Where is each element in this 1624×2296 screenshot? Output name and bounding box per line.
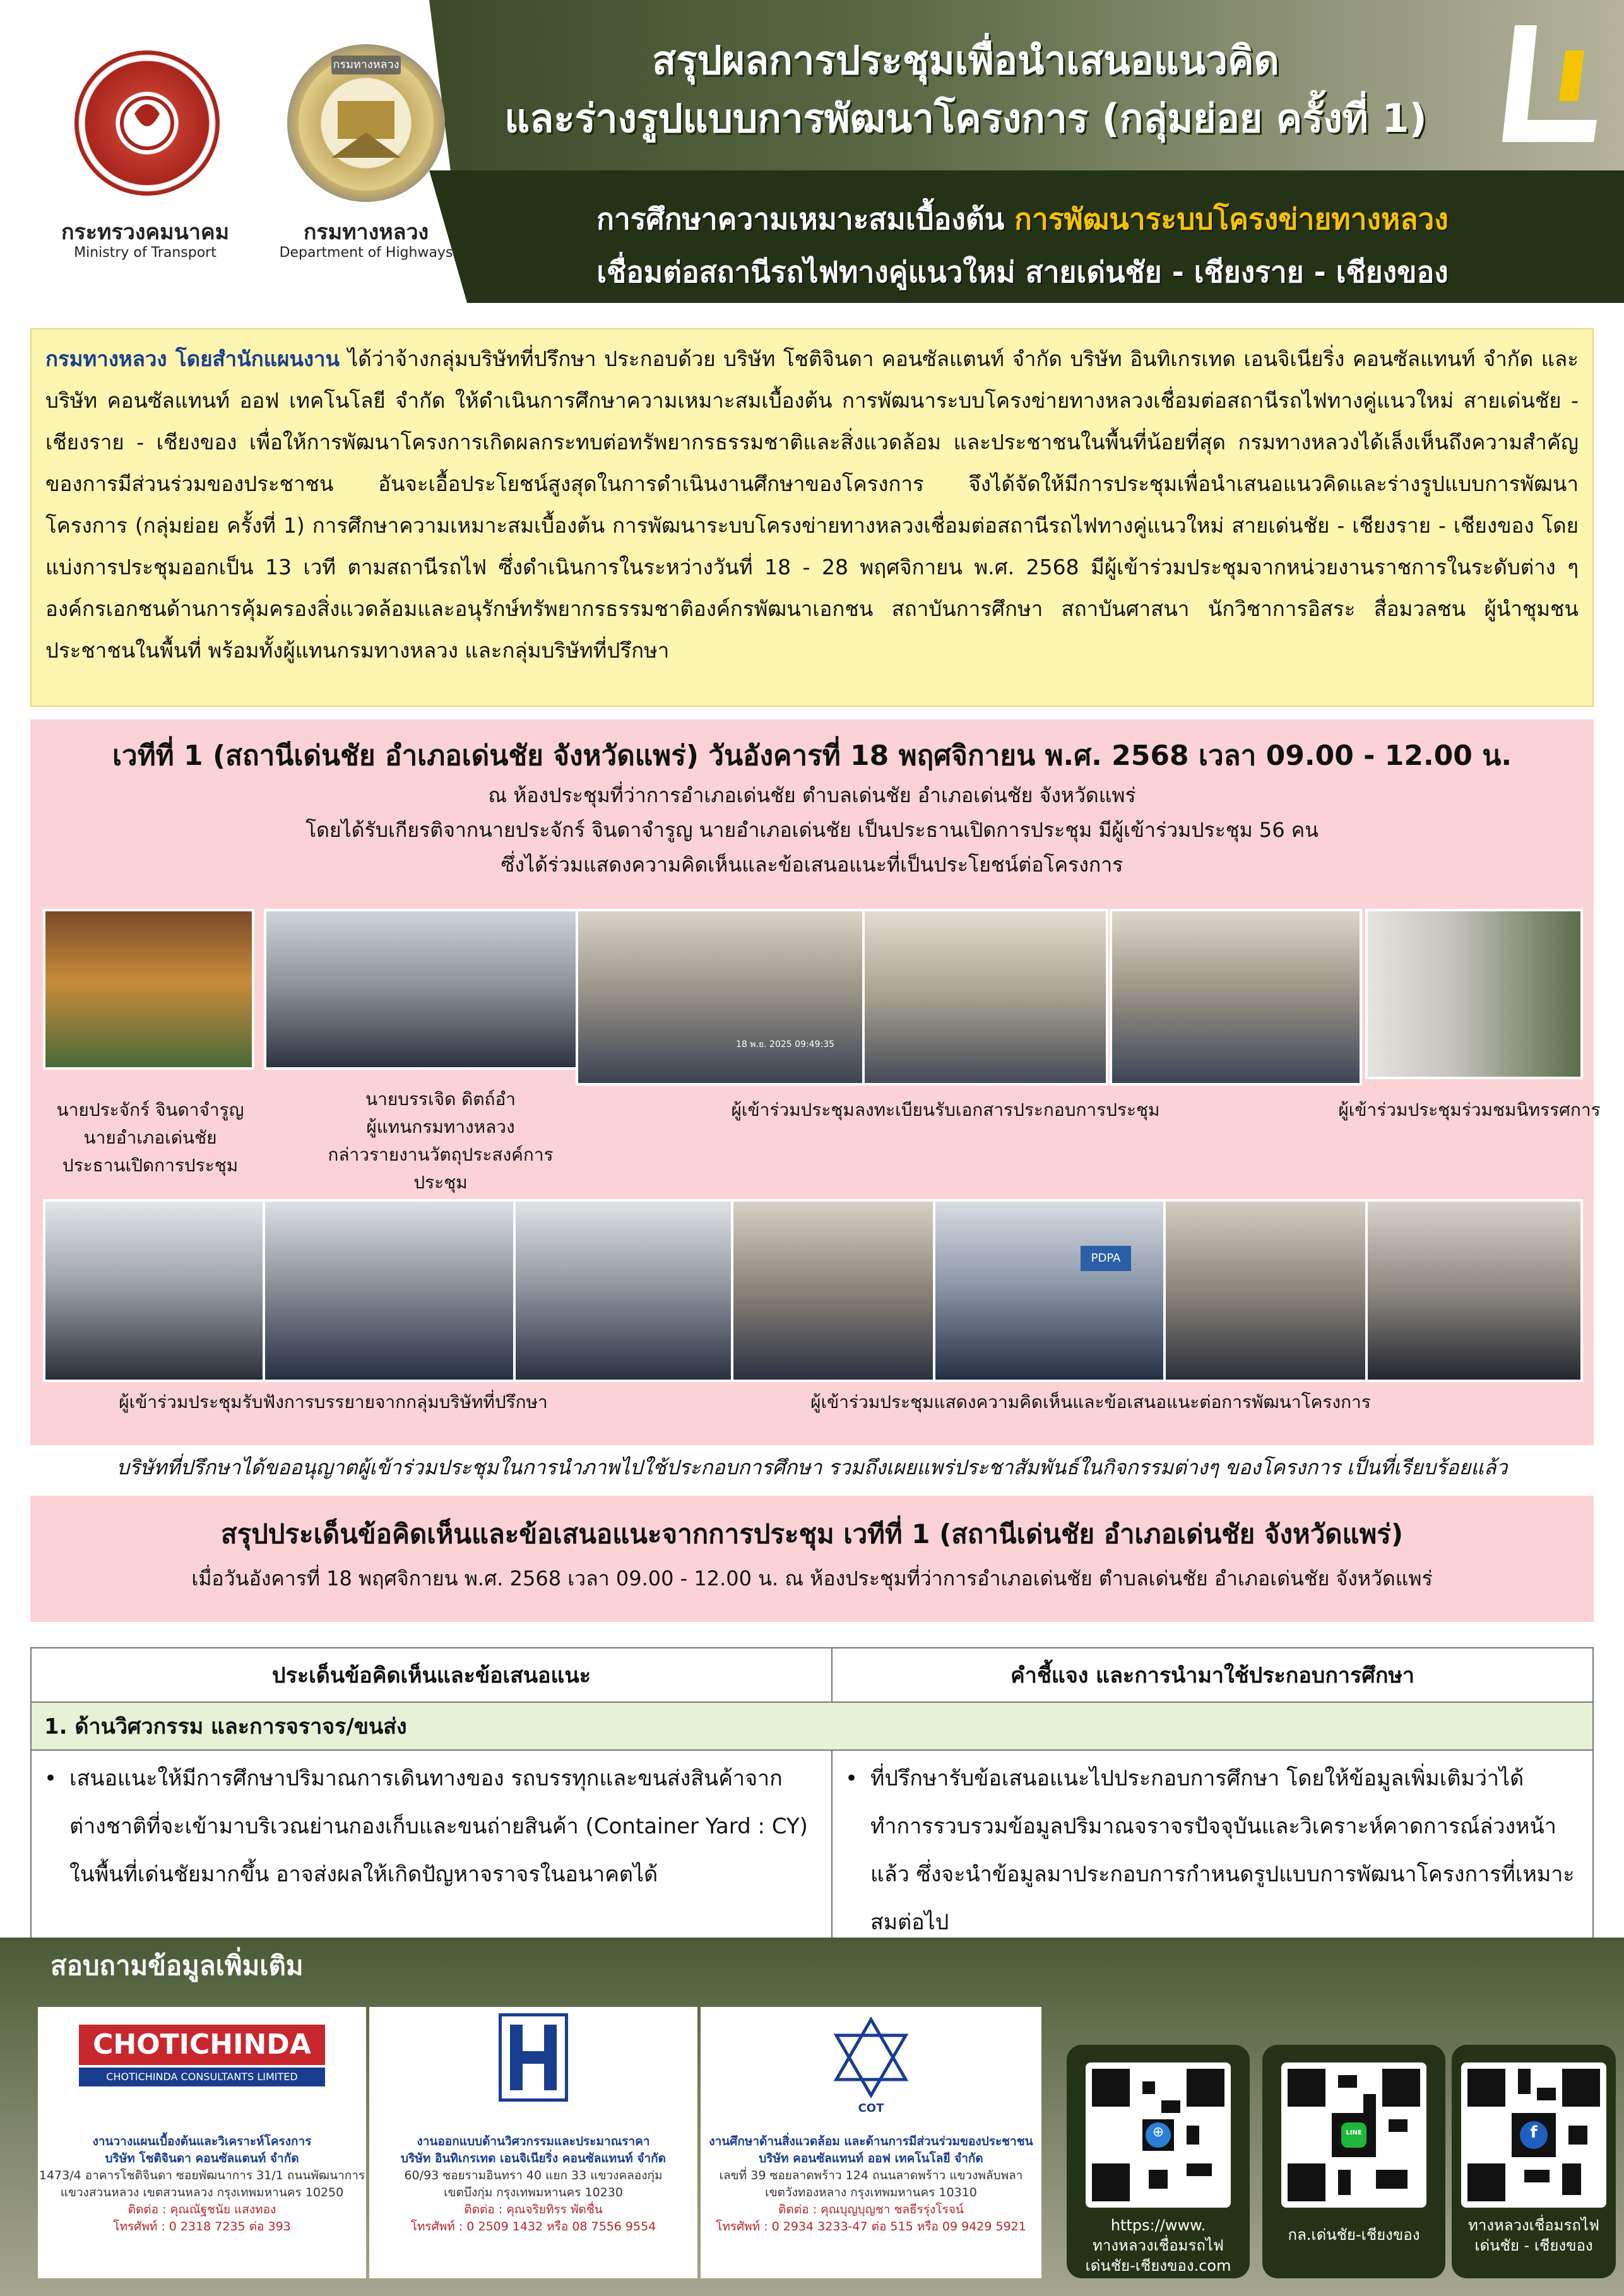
footer-title: สอบถามข้อมูลเพิ่มเติม — [50, 1950, 304, 1981]
qr-facebook-line1: ทางหลวงเชื่อมรถไฟ — [1468, 2216, 1599, 2234]
photo-registration-1 — [576, 909, 891, 1086]
intro-body: ได้ว่าจ้างกลุ่มบริษัทที่ปรึกษา ประกอบด้วย บริษัท โชติจินดา คอนซัลแตนท์ จำกัด บริษัท อินทิเกรเทด เอนจิเนียริ่ง คอนซัลแทนท์ จำกัด และบริษัท คอนซัลแทนท์ ออฟ เทคโนโลยี จำกัด ให้ดำเนินการศึกษาความเหมาะสมเบื้องต้น การพัฒนาระบบโครงข่ายทางหลวงเชื่อมต่อสถานีรถไฟทางคู่แนวใหม่ สายเด่นชัย - เชียงราย - เชียงของ เพื่อให้การพัฒนาโครงการเกิดผลกระทบต่อทรัพยากรธรรมชาติและสิ่งแวดล้อม และประชาชนในพื้นที่น้อยที่สุด กรมทางหลวงได้เล็งเห็นถึงความสำคัญของการมีส่วนร่วมของประชาชน อันจะเอื้อประโยชน์สูงสุดในการดำเนินงานศึกษาของโครงการ จึงได้จัดให้มีการประชุมเพื่อนำเสนอแนวคิดและร่างรูปแบบการพัฒนาโครงการ (กลุ่มย่อย ครั้งที่ 1) การศึกษาความเหมาะสมเบื้องต้น การพัฒนาระบบโครงข่ายทางหลวงเชื่อมต่อสถานีรถไฟทางคู่แนวใหม่ สายเด่นชัย - เชียงราย - เชียงของ โดยแบ่งการประชุมออกเป็น 13 เวที ตามสถานีรถไฟ ซึ่งดำเนินการในระหว่างวันที่ 18 - 28 พฤศจิกายน พ.ศ. 2568 มีผู้เข้าร่วมประชุมจากหน่วยงานราชการในระดับต่าง ๆ องค์กรเอกชนด้านการคุ้มครองสิ่งแวดล้อมและอนุรักษ์ทรัพยากรธรรมชาติองค์กรพัฒนาเอกชน สถาบันการศึกษา สถาบันศาสนา นักวิชาการอิสระ สื่อมวลชน ผู้นำชุมชน ประชาชนในพื้นที่ พร้อมทั้งผู้แทนกรมทางหลวง และกลุ่มบริษัทที่ปรึกษา — [45, 346, 1579, 663]
chotichinda-contact: ติดต่อ : คุณณัฐชนัย แสงทอง — [127, 2203, 276, 2216]
qr-website-card[interactable] — [1067, 2045, 1250, 2278]
session-block — [30, 719, 1601, 1445]
iec-tel: โทรศัพท์ : 0 2509 1432 หรือ 08 7556 9554 — [410, 2220, 656, 2234]
photo-audience-2 — [263, 1199, 521, 1382]
qr-line-label — [1262, 2225, 1445, 2245]
session-chair: โดยได้รับเกียรติจากนายประจักร์ จินดาจำรูญ นายอำเภอเด่นชัย เป็นประธานเปิดการประชุม มีผู้เข้าร่วมประชุม 56 คน — [305, 818, 1319, 842]
caption-registration: ผู้เข้าร่วมประชุมลงทะเบียนรับเอกสารประกอบการประชุม — [731, 1099, 1160, 1120]
caption-chairman — [30, 1096, 270, 1180]
company-iec — [369, 2007, 697, 2278]
chotichinda-role: งานวางแผนเบื้องต้นและวิเคราะห์โครงการ — [92, 2134, 312, 2148]
chotichinda-info — [38, 2133, 366, 2235]
cot-role: งานศึกษาด้านสิ่งแวดล้อม และด้านการมีส่วนร่วมของประชาชน — [709, 2134, 1033, 2148]
subtitle-study: การศึกษาความเหมาะสมเบื้องต้น — [596, 202, 1015, 236]
page-subtitle-line2: เชื่อมต่อสถานีรถไฟทางคู่แนวใหม่ สายเด่นชัย - เชียงราย - เชียงของ — [596, 255, 1449, 289]
caption-doh-line2: ผู้แทนกรมทางหลวง — [366, 1116, 515, 1137]
iec-role: งานออกแบบด้านวิศวกรรมและประมาณราคา — [417, 2134, 650, 2148]
session-purpose: ซึ่งได้ร่วมแสดงความคิดเห็นและข้อเสนอแนะที่เป็นประโยชน์ต่อโครงการ — [501, 853, 1123, 877]
photo-audience-1 — [43, 1199, 270, 1382]
company-cot — [701, 2007, 1041, 2278]
chotichinda-tel: โทรศัพท์ : 0 2318 7235 ต่อ 393 — [113, 2220, 291, 2234]
photo-comment-3 — [1163, 1199, 1372, 1382]
iec-logo-icon — [499, 2013, 568, 2102]
table-header-answer: คำชี้แจง และการนำมาใช้ประกอบการศึกษา — [832, 1648, 1593, 1702]
chotichinda-addr2: แขวงสวนหลวง เขตสวนหลวง กรุงเทพมหานคร 10250 — [60, 2186, 344, 2199]
qr-facebook-card[interactable] — [1452, 2045, 1616, 2278]
iec-name: บริษัท อินทิเกรเทด เอนจิเนียริ่ง คอนซัลแทนท์ จำกัด — [401, 2151, 666, 2165]
doh-badge-label: กรมทางหลวง — [331, 56, 401, 74]
summary-title: สรุปประเด็นข้อคิดเห็นและข้อเสนอแนะจากการประชุม เวทีที่ 1 (สถานีเด่นชัย อำเภอเด่นชัย จังหวัดแพร่) — [220, 1518, 1404, 1549]
caption-chairman-line3: ประธานเปิดการประชุม — [62, 1155, 239, 1176]
doh-logo — [287, 44, 445, 202]
chotichinda-logo-sub: CHOTICHINDA CONSULTANTS LIMITED — [79, 2068, 325, 2086]
facebook-glyph: f — [1530, 2123, 1538, 2142]
bullet-icon: • — [44, 1766, 57, 1791]
qr-line-code[interactable] — [1281, 2062, 1426, 2208]
cot-logo-icon — [833, 2016, 909, 2098]
qr-facebook-label — [1452, 2215, 1616, 2256]
table-row-answer — [832, 1750, 1593, 1952]
doh-name-th: กรมทางหลวง — [303, 220, 429, 245]
cot-addr2: เขตวังทองหลาง กรุงเทพมหานคร 10310 — [765, 2186, 977, 2199]
photo-timestamp: 18 พ.ย. 2025 09:49:35 — [736, 1039, 835, 1050]
photo-comment-2 — [933, 1199, 1176, 1382]
qr-line-line1: กล.เด่นชัย-เชียงของ — [1288, 2226, 1420, 2244]
intro-paragraph — [30, 328, 1594, 707]
caption-exhibition: ผู้เข้าร่วมประชุมร่วมชมนิทรรศการ — [1338, 1099, 1601, 1120]
company-chotichinda — [38, 2007, 366, 2278]
caption-chairman-line2: นายอำเภอเด่นชัย — [83, 1127, 217, 1148]
caption-audience: ผู้เข้าร่วมประชุมรับฟังการบรรยายจากกลุ่มบริษัทที่ปรึกษา — [119, 1392, 548, 1412]
session-venue: ณ ห้องประชุมที่ว่าการอำเภอเด่นชัย ตำบลเด่นชัย อำเภอเด่นชัย จังหวัดแพร่ — [488, 783, 1136, 807]
summary-subtitle: เมื่อวันอังคารที่ 18 พฤศจิกายน พ.ศ. 2568 เวลา 09.00 - 12.00 น. ณ ห้องประชุมที่ว่าการอำเภอเด่นชัย ตำบลเด่นชัย อำเภอเด่นชัย จังหวัดแพร่ — [191, 1566, 1433, 1590]
doh-name-en: Department of Highways — [279, 245, 453, 261]
screen-pdpa-label: PDPA — [1081, 1246, 1131, 1271]
mot-logo — [74, 50, 220, 196]
table-row-issue — [31, 1750, 832, 1952]
page-title-line2: และร่างรูปแบบการพัฒนาโครงการ (กลุ่มย่อย ครั้งที่ 1) — [504, 95, 1427, 141]
comments-table — [30, 1647, 1594, 1953]
photo-chairman — [43, 909, 254, 1070]
iec-info — [369, 2133, 697, 2235]
qr-facebook-code[interactable] — [1461, 2062, 1606, 2208]
caption-doh-representative — [308, 1086, 573, 1197]
summary-block — [30, 1496, 1594, 1622]
subtitle-highlight: การพัฒนาระบบโครงข่ายทางหลวง — [1014, 202, 1449, 236]
decorative-l-icon — [1502, 25, 1597, 145]
mot-emblem-icon — [74, 50, 220, 196]
iec-contact: ติดต่อ : คุณจริยทิรร พัดชื่น — [464, 2203, 603, 2216]
photo-comment-1 — [731, 1199, 939, 1382]
iec-addr1: 60/93 ซอยรามอินทรา 40 แยก 33 แขวงคลองกุ่ม — [404, 2169, 663, 2182]
line-glyph: LINE — [1346, 2129, 1362, 2136]
caption-doh-line1: นายบรรเจิด ดิตถ์อำ — [365, 1089, 516, 1110]
cot-name: บริษัท คอนซัลแทนท์ ออฟ เทคโนโลยี จำกัด — [759, 2151, 983, 2165]
chotichinda-logo: CHOTICHINDA — [79, 2025, 325, 2065]
photo-doh-representative — [264, 909, 592, 1070]
chotichinda-addr1: 1473/4 อาคารโชติจินดา ซอยพัฒนาการ 31/1 ถนนพัฒนาการ — [39, 2169, 365, 2182]
caption-doh-line3: กล่าวรายงานวัตถุประสงค์การประชุม — [328, 1144, 554, 1193]
qr-website-line2: ทางหลวงเชื่อมรถไฟ — [1093, 2237, 1224, 2254]
cot-addr1: เลขที่ 39 ซอยลาดพร้าว 124 ถนนลาดพร้าว แขวงพลับพลา — [719, 2169, 1023, 2182]
page-subtitle-line1 — [480, 194, 1565, 244]
photo-registration-3 — [1110, 909, 1362, 1086]
cot-tel: โทรศัพท์ : 0 2934 3233-47 ต่อ 515 หรือ 09 9429 5921 — [716, 2220, 1026, 2234]
qr-line-card[interactable] — [1262, 2045, 1445, 2278]
qr-website-line1: https://www. — [1110, 2216, 1206, 2234]
session-title: เวทีที่ 1 (สถานีเด่นชัย อำเภอเด่นชัย จังหวัดแพร่) วันอังคารที่ 18 พฤศจิกายน พ.ศ. 2568 เวลา 09.00 - 12.00 น. — [112, 740, 1512, 772]
cot-logo-text: COT — [858, 2102, 884, 2115]
answer-text: ที่ปรึกษารับข้อเสนอแนะไปประกอบการศึกษา โดยให้ข้อมูลเพิ่มเติมว่าได้ทำการรวบรวมข้อมูลปริมาณจราจรปัจจุบันและวิเคราะห์คาดการณ์ล่วงหน้าแล้ว ซึ่งจะนำข้อมูลมาประกอบการกำหนดรูปแบบการพัฒนาโครงการที่เหมาะสมต่อไป — [870, 1766, 1575, 1935]
intro-lead: กรมทางหลวง โดยสำนักแผนงาน — [45, 346, 340, 371]
page-title-line1: สรุปผลการประชุมเพื่อนำเสนอแนวคิด — [652, 37, 1279, 83]
caption-chairman-line1: นายประจักร์ จินดาจำรูญ — [56, 1099, 244, 1120]
cot-contact: ติดต่อ : คุณบุญบุญชา ชลธีรรุ่งโรจน์ — [778, 2203, 964, 2216]
caption-comment: ผู้เข้าร่วมประชุมแสดงความคิดเห็นและข้อเสนอแนะต่อการพัฒนาโครงการ — [810, 1392, 1371, 1412]
iec-logo-text — [369, 2103, 697, 2104]
mot-name-en: Ministry of Transport — [74, 245, 216, 261]
photo-exhibition — [1365, 909, 1583, 1079]
qr-website-line3: เด่นชัย-เชียงของ.com — [1085, 2257, 1231, 2275]
qr-website-label — [1067, 2215, 1250, 2276]
doh-emblem-icon — [325, 88, 407, 170]
cot-info — [701, 2133, 1041, 2235]
table-header-issue: ประเด็นข้อคิดเห็นและข้อเสนอแนะ — [31, 1648, 832, 1702]
photo-audience-3 — [513, 1199, 740, 1382]
iec-addr2: เขตบึงกุ่ม กรุงเทพมหานคร 10230 — [444, 2186, 623, 2199]
mot-name-th: กระทรวงคมนาคม — [61, 220, 230, 245]
photo-registration-2 — [862, 909, 1108, 1086]
qr-facebook-line2: เด่นชัย - เชียงของ — [1474, 2237, 1593, 2254]
www-glyph: ⊕ — [1152, 2124, 1165, 2140]
photo-comment-4 — [1365, 1199, 1583, 1382]
table-section-engineering: 1. ด้านวิศวกรรม และการจราจร/ขนส่ง — [31, 1702, 1593, 1750]
qr-website-code[interactable] — [1086, 2062, 1231, 2208]
bullet-icon: • — [845, 1766, 858, 1791]
photo-consent-note: บริษัทที่ปรึกษาได้ขออนุญาตผู้เข้าร่วมประชุมในการนำภาพไปใช้ประกอบการศึกษา รวมถึงเผยแพร่ประชาสัมพันธ์ในกิจกรรมต่างๆ ของโครงการ เป็นที่เรียบร้อยแล้ว — [116, 1455, 1508, 1479]
chotichinda-name: บริษัท โชติจินดา คอนซัลแตนท์ จำกัด — [105, 2151, 299, 2165]
issue-text: เสนอแนะให้มีการศึกษาปริมาณการเดินทางของ รถบรรทุกและขนส่งสินค้าจากต่างชาติที่จะเข้ามาบริเวณย่านกองเก็บและขนถ่ายสินค้า (Container Yard : CY) ในพื้นที่เด่นชัยมากขึ้น อาจส่งผลให้เกิดปัญหาจราจรในอนาคตได้ — [69, 1766, 808, 1887]
